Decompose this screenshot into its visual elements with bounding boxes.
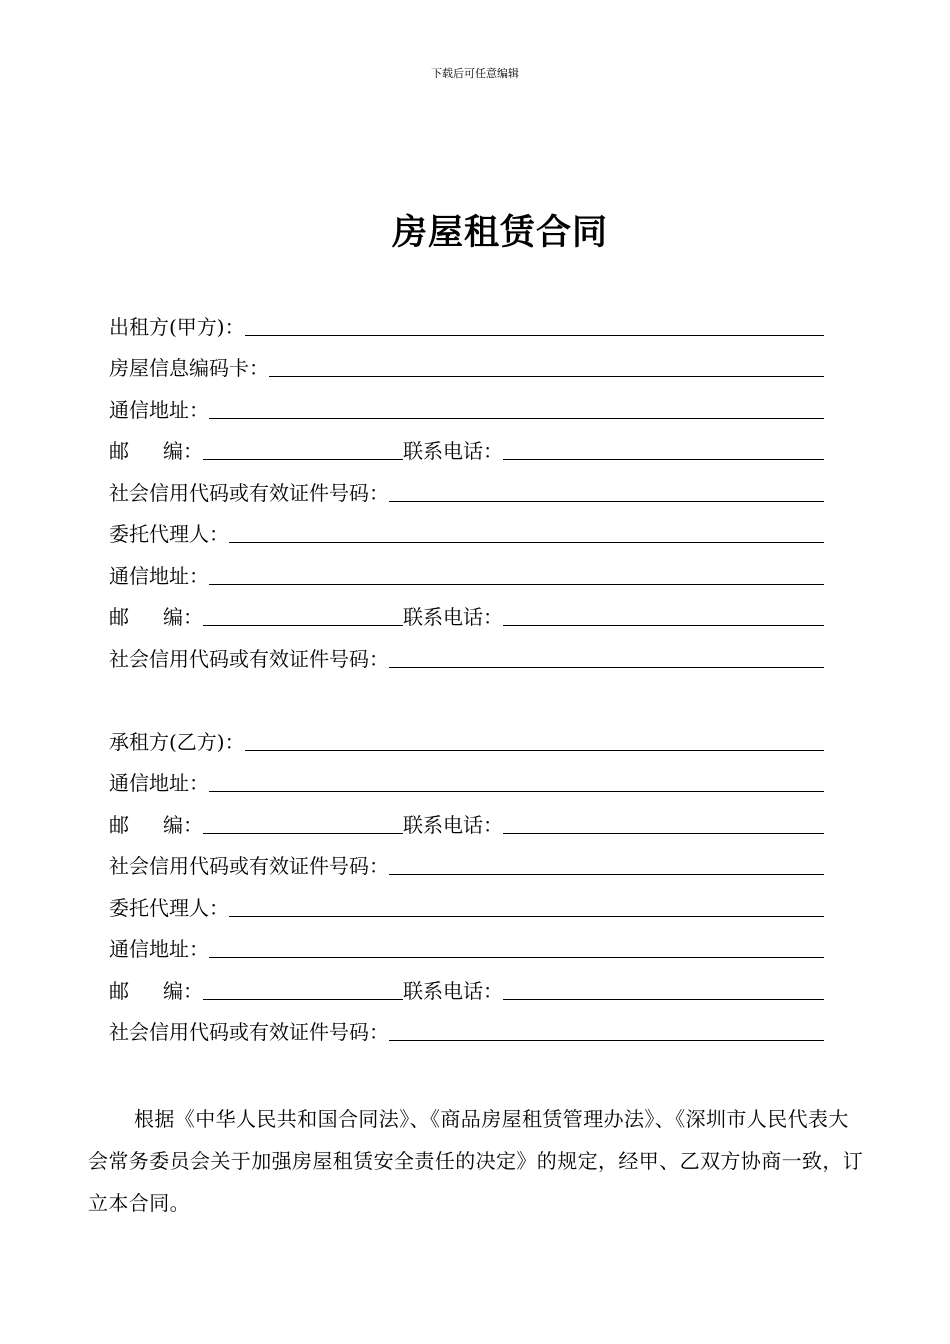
lessor-agent-postcode-label: 邮 编： xyxy=(109,605,203,629)
lessee-agent-label: 委托代理人： xyxy=(109,896,229,920)
lessee-input[interactable] xyxy=(245,724,824,751)
lessor-address-row xyxy=(109,393,824,423)
lessee-agent-id-label: 社会信用代码或有效证件号码： xyxy=(109,1020,389,1044)
lessor-agent-postcode-input[interactable] xyxy=(203,599,403,626)
lessee-phone-label: 联系电话： xyxy=(403,813,503,837)
lessee-address-input[interactable] xyxy=(209,765,824,792)
lessee-address-label: 通信地址： xyxy=(109,771,209,795)
lessee-agent-phone-input[interactable] xyxy=(503,973,824,1000)
document-title: 房屋租赁合同 xyxy=(391,212,608,253)
lessee-agent-row xyxy=(109,891,824,921)
lessor-agent-phone-label: 联系电话： xyxy=(403,605,503,629)
lessee-address-row xyxy=(109,766,824,796)
lessor-agent-address-row xyxy=(109,559,824,589)
lessor-phone-input[interactable] xyxy=(503,433,824,460)
lessor-postcode-label: 邮 编： xyxy=(109,439,203,463)
lessor-agent-input[interactable] xyxy=(229,516,824,543)
lessor-label: 出租方(甲方)： xyxy=(109,315,245,339)
house-code-row xyxy=(109,351,824,381)
lessor-agent-address-input[interactable] xyxy=(209,558,824,585)
header-note: 下载后可任意编辑 xyxy=(431,67,519,80)
lessee-agent-postcode-label: 邮 编： xyxy=(109,979,203,1003)
lessee-agent-input[interactable] xyxy=(229,890,824,917)
lessee-id-row xyxy=(109,849,824,879)
lessor-id-row xyxy=(109,476,824,506)
lessor-input[interactable] xyxy=(245,309,824,336)
lessor-agent-id-label: 社会信用代码或有效证件号码： xyxy=(109,647,389,671)
lessee-agent-postcode-phone-row xyxy=(109,974,824,1004)
lessee-postcode-phone-row xyxy=(109,808,824,838)
lessee-agent-id-row xyxy=(109,1015,824,1045)
lessee-postcode-label: 邮 编： xyxy=(109,813,203,837)
lessee-id-label: 社会信用代码或有效证件号码： xyxy=(109,854,389,878)
lessor-agent-id-input[interactable] xyxy=(389,641,824,668)
lessor-id-input[interactable] xyxy=(389,475,824,502)
lessee-agent-id-input[interactable] xyxy=(389,1014,824,1041)
lessor-postcode-phone-row xyxy=(109,434,824,464)
lessor-agent-id-row xyxy=(109,642,824,672)
house-code-label: 房屋信息编码卡： xyxy=(109,356,269,380)
preamble-paragraph: 根据《中华人民共和国合同法》、《商品房屋租赁管理办法》、《深圳市人民代表大会常务委员会关于加强房屋租赁安全责任的决定》的规定，经甲、乙双方协商一致，订立本合同。 xyxy=(88,1107,864,1215)
lessor-agent-postcode-phone-row xyxy=(109,600,824,630)
lessor-id-label: 社会信用代码或有效证件号码： xyxy=(109,481,389,505)
lessor-agent-phone-input[interactable] xyxy=(503,599,824,626)
lessor-agent-address-label: 通信地址： xyxy=(109,564,209,588)
lessee-label: 承租方(乙方)： xyxy=(109,730,245,754)
lessee-agent-phone-label: 联系电话： xyxy=(403,979,503,1003)
lessor-agent-row xyxy=(109,517,824,547)
lessee-postcode-input[interactable] xyxy=(203,807,403,834)
lessee-phone-input[interactable] xyxy=(503,807,824,834)
house-code-input[interactable] xyxy=(269,350,824,377)
lessee-agent-postcode-input[interactable] xyxy=(203,973,403,1000)
lessor-postcode-input[interactable] xyxy=(203,433,403,460)
lessee-id-input[interactable] xyxy=(389,848,824,875)
lessee-agent-address-input[interactable] xyxy=(209,931,824,958)
lessor-agent-label: 委托代理人： xyxy=(109,522,229,546)
lessor-address-label: 通信地址： xyxy=(109,398,209,422)
lessee-agent-address-row xyxy=(109,932,824,962)
lessee-row xyxy=(109,725,824,755)
lessor-row xyxy=(109,310,824,340)
lessor-address-input[interactable] xyxy=(209,392,824,419)
lessee-agent-address-label: 通信地址： xyxy=(109,937,209,961)
lessor-phone-label: 联系电话： xyxy=(403,439,503,463)
